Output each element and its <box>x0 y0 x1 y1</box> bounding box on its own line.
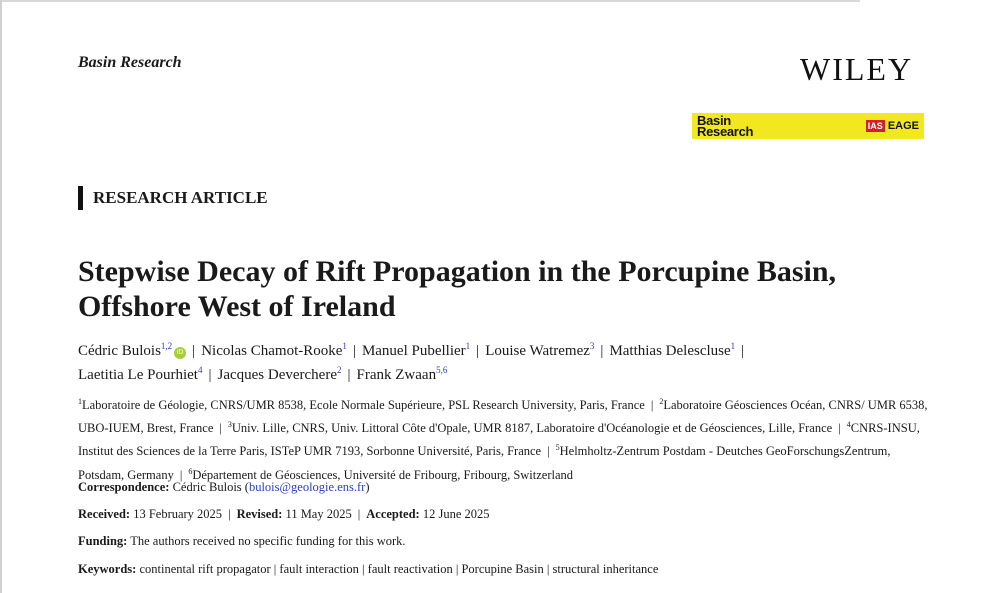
separator: | <box>352 343 356 359</box>
affiliation-number: 3 <box>227 420 232 430</box>
author-name: Cédric Bulois <box>78 343 161 359</box>
revised-date: 11 May 2025 <box>285 507 352 521</box>
affiliation <box>78 398 645 412</box>
author-affil-ref[interactable]: 1 <box>342 341 347 351</box>
banner-title <box>697 115 753 137</box>
separator: | <box>741 343 745 359</box>
separator: | <box>476 343 480 359</box>
affiliation-number: 2 <box>659 397 664 406</box>
affiliation-number: 5 <box>555 443 560 453</box>
article-title <box>78 254 958 324</box>
ias-logo: IAS <box>867 121 883 131</box>
author-list <box>78 337 938 385</box>
author[interactable] <box>609 343 735 359</box>
author-affil-ref[interactable]: 2 <box>337 365 342 375</box>
article-type: RESEARCH ARTICLE <box>93 188 268 207</box>
separator: | <box>838 421 841 436</box>
correspondence-label: Correspondence: <box>78 480 170 494</box>
top-border <box>0 0 860 2</box>
author-affil-ref[interactable]: 1,2 <box>160 341 173 351</box>
banner-title-line1: Basin <box>697 113 731 128</box>
affiliation-text: CNRS-INSU, Institut des Sciences de la Terre Paris, ISTeP UMR 7193, Sorbonne Université, Paris, France <box>78 421 920 459</box>
affiliation-text: Helmholtz-Zentrum Postdam - Deutches GeoForschungsZentrum, Potsdam, Germany <box>78 444 891 482</box>
received-date: 13 February 2025 <box>133 507 223 521</box>
separator: | <box>547 444 550 459</box>
separator: | <box>347 367 351 383</box>
funding-text: The authors received no specific funding for this work. <box>130 534 406 548</box>
keyword[interactable]: fault interaction <box>279 562 359 576</box>
separator: | <box>228 507 231 521</box>
article-title-line2: Offshore West of Ireland <box>78 290 396 323</box>
article-title-line1: Stepwise Decay of Rift Propagation in the Porcupine Basin, <box>78 255 837 288</box>
keyword[interactable]: structural inheritance <box>552 562 659 576</box>
orcid-icon[interactable]: iD <box>174 347 186 359</box>
publisher-logo: WILEY <box>800 51 914 87</box>
section-marker <box>78 186 83 210</box>
author[interactable] <box>78 343 186 359</box>
author-line-2 <box>78 361 938 385</box>
author-affil-ref[interactable]: 4 <box>197 365 203 375</box>
author-name: Matthias Delescluse <box>609 343 731 359</box>
author[interactable] <box>78 367 202 383</box>
keywords-label: Keywords: <box>78 562 137 576</box>
author[interactable] <box>485 343 594 359</box>
author-affil-ref[interactable]: 1 <box>730 341 736 351</box>
author-name: Frank Zwaan <box>356 367 437 383</box>
correspondence-email-link[interactable]: bulois@geologie.ens.fr <box>248 480 366 494</box>
journal-banner <box>692 113 924 139</box>
separator: | <box>357 507 361 521</box>
author-name: Louise Watremez <box>485 343 590 359</box>
eage-logo: EAGE <box>887 120 919 132</box>
funding <box>78 534 938 549</box>
affiliation-number: 1 <box>78 397 82 406</box>
keywords: Keywords: continental rift propagator | fault interaction | fault reactivation | Porcupine Basin | structural inheritance <box>78 562 659 576</box>
author[interactable] <box>217 367 341 383</box>
affiliation-number: 6 <box>188 466 193 476</box>
accepted-date: 12 June 2025 <box>422 507 490 521</box>
separator: | <box>219 421 222 436</box>
affiliation <box>228 421 832 435</box>
affiliation-text: Laboratoire Géosciences Océan, CNRS/ UMR 6538, UBO-IUEM, Brest, France <box>78 398 928 436</box>
journal-name: Basin Research <box>78 54 182 71</box>
separator: | <box>208 367 212 383</box>
keyword[interactable]: Porcupine Basin <box>461 562 544 576</box>
author[interactable] <box>362 343 470 359</box>
author-name: Manuel Pubellier <box>361 343 466 359</box>
author-affil-ref[interactable]: 1 <box>465 341 471 351</box>
keyword[interactable]: continental rift propagator <box>139 562 271 576</box>
society-logos <box>866 120 919 132</box>
left-border <box>0 0 2 593</box>
article-dates <box>78 507 938 522</box>
separator: | <box>650 398 654 413</box>
author-affil-ref[interactable]: 3 <box>589 341 595 351</box>
affiliations <box>78 392 938 485</box>
affiliation-text: Département de Géosciences, Université de Fribourg, Fribourg, Switzerland <box>192 467 574 482</box>
funding-label: Funding: <box>78 534 128 548</box>
separator: | <box>192 343 196 359</box>
revised-label: Revised: <box>236 507 283 521</box>
author-name: Jacques Deverchere <box>217 367 337 383</box>
separator: | <box>179 467 183 482</box>
keyword[interactable]: fault reactivation <box>367 562 453 576</box>
affiliation-number: 4 <box>846 420 851 430</box>
accepted-label: Accepted: <box>366 507 420 521</box>
separator: | <box>600 343 604 359</box>
author[interactable] <box>357 367 448 383</box>
correspondence-name: Cédric Bulois <box>172 480 242 494</box>
author-name: Laetitia Le Pourhiet <box>78 367 198 383</box>
received-label: Received: <box>78 507 131 521</box>
banner-title-line2: Research <box>697 124 754 139</box>
correspondence: Correspondence: Cédric Bulois (bulois@geologie.ens.fr) <box>78 480 370 494</box>
author[interactable] <box>201 343 347 359</box>
author-name: Nicolas Chamot-Rooke <box>201 343 343 359</box>
affiliation-text: Laboratoire de Géologie, CNRS/UMR 8538, Ecole Normale Supérieure, PSL Research University, Paris, France <box>82 398 645 413</box>
author-line-1 <box>78 337 938 361</box>
affiliation-text: Univ. Lille, CNRS, Univ. Littoral Côte d'Opale, UMR 8187, Laboratoire d'Océanologie et de Géosciences, Lille, France <box>231 421 833 436</box>
author-affil-ref[interactable]: 5,6 <box>436 365 448 375</box>
